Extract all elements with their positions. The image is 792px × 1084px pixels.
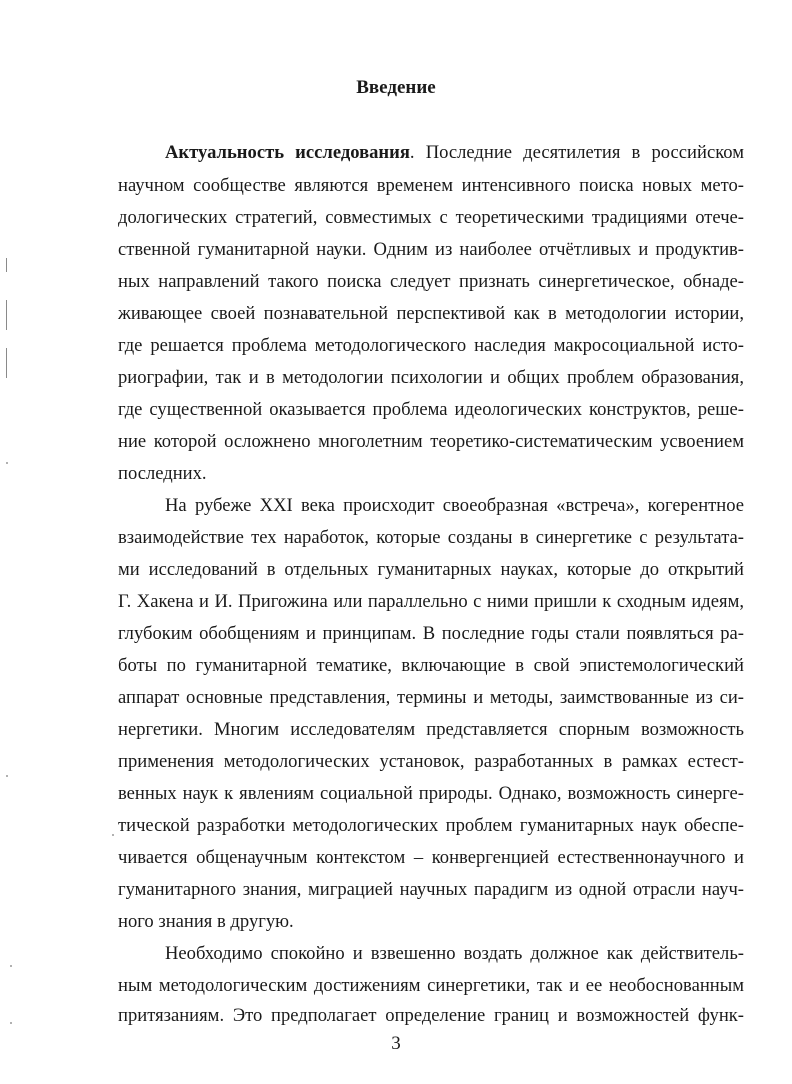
paragraph-2-line-11: тической разработки методологических проблем гуманитарных наук обеспе- (118, 815, 744, 836)
paragraph-3-line-1: Необходимо спокойно и взвешенно воздать должное как действитель- (165, 943, 744, 964)
paragraph-1-line-7: где решается проблема методологического наследия макросоциальной исто- (118, 335, 744, 356)
paragraph-2-line-9: применения методологических установок, разработанных в рамках естест- (118, 751, 744, 772)
paragraph-3-line-2: ным методологическим достижениям синергетики, так и ее необоснованным (118, 975, 744, 996)
scan-dot (6, 775, 8, 777)
paragraph-1-line-6: живающее своей познавательной перспективой как в методологии истории, (118, 303, 744, 324)
paragraph-1-line-9: где существенной оказывается проблема идеологических конструктов, реше- (118, 399, 744, 420)
paragraph-1-line-2: научном сообществе являются временем интенсивного поиска новых мето- (118, 175, 744, 196)
section-title: Введение (356, 77, 436, 98)
paragraph-2-line-13: гуманитарного знания, миграцией научных парадигм из одной отрасли науч- (118, 879, 744, 900)
scan-dot (10, 965, 12, 967)
paragraph-2-line-6: боты по гуманитарной тематике, включающие в свой эпистемологический (118, 655, 744, 676)
scan-dot (112, 834, 114, 836)
paragraph-2-line-4: Г. Хакена и И. Пригожина или параллельно с ними пришли к сходным идеям, (118, 591, 744, 612)
paragraph-1-line-1: Актуальность исследования. Последние десятилетия в российском (165, 142, 744, 163)
paragraph-1-line-4: ственной гуманитарной науки. Одним из наиболее отчётливых и продуктив- (118, 239, 744, 260)
paragraph-1-line-10: ние которой осложнено многолетним теоретико-систематическим усвоением (118, 431, 744, 452)
paragraph-2-line-14: ного знания в другую. (118, 911, 294, 932)
scan-dot (10, 1022, 12, 1024)
scan-dot (6, 462, 8, 464)
scan-mark (6, 300, 7, 330)
paragraph-2-line-12: чивается общенаучным контекстом – конвергенцией естественнонаучного и (118, 847, 744, 868)
paragraph-2-line-8: нергетики. Многим исследователям представляется спорным возможность (118, 719, 744, 740)
paragraph-2-line-1: На рубеже XXI века происходит своеобразная «встреча», когерентное (165, 495, 744, 516)
paragraph-1-label: Актуальность исследования (165, 142, 410, 163)
paragraph-3-line-3: притязаниям. Это предполагает определение границ и возможностей функ- (118, 1005, 744, 1026)
paragraph-1-line-8: риографии, так и в методологии психологии и общих проблем образования, (118, 367, 744, 388)
paragraph-1-line-5: ных направлений такого поиска следует признать синергетическое, обнаде- (118, 271, 744, 292)
paragraph-2-line-3: ми исследований в отдельных гуманитарных науках, которые до открытий (118, 559, 744, 580)
scan-mark (6, 348, 7, 378)
paragraph-2-line-2: взаимодействие тех наработок, которые созданы в синергетике с результата- (118, 527, 744, 548)
paragraph-2-line-7: аппарат основные представления, термины и методы, заимствованные из си- (118, 687, 744, 708)
paragraph-1-line-11: последних. (118, 463, 207, 484)
paragraph-2-line-5: глубоким обобщениям и принципам. В последние годы стали появляться ра- (118, 623, 744, 644)
scan-mark (6, 258, 7, 272)
paragraph-2-line-10: венных наук к явлениям социальной природы. Однако, возможность синерге- (118, 783, 744, 804)
page-number: 3 (391, 1033, 401, 1054)
paragraph-1-line-3: дологических стратегий, совместимых с теоретическими традициями отече- (118, 207, 744, 228)
